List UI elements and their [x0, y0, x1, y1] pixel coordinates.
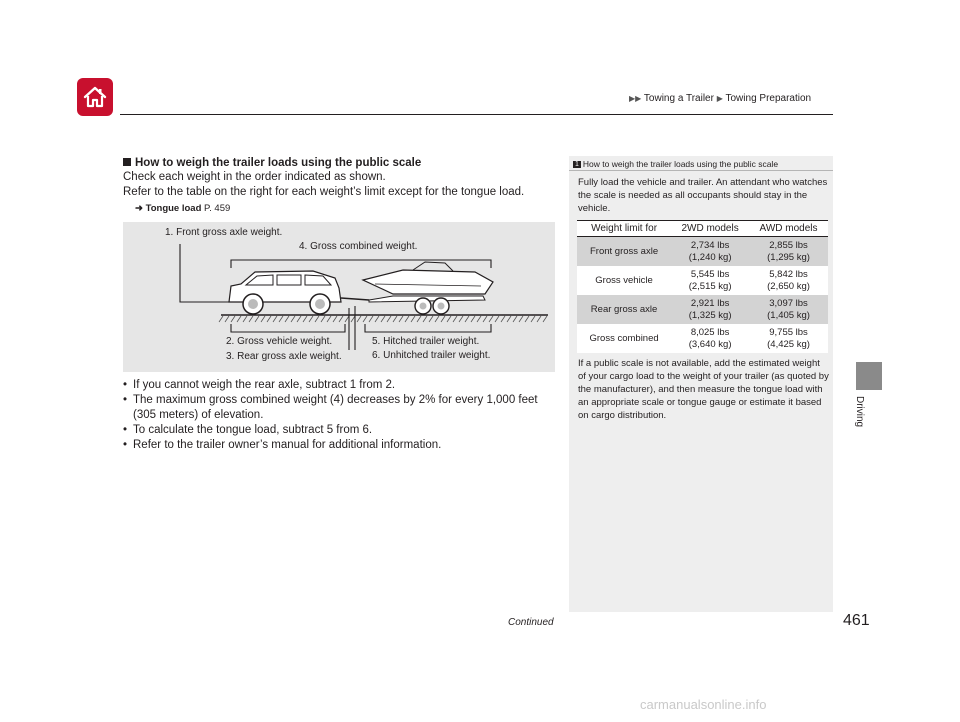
column-header: 2WD models [671, 221, 749, 237]
sidebar-divider [569, 170, 833, 171]
square-bullet-icon [123, 158, 131, 166]
section-tab[interactable] [856, 362, 882, 390]
arrow-icon: ▶ [716, 94, 723, 103]
row-label: Gross combined [577, 324, 671, 353]
instruction-text: Check each weight in the order indicated as shown. [123, 171, 386, 183]
table-cell: 5,842 lbs (2,650 kg) [749, 266, 828, 295]
instruction-text: Refer to the table on the right for each weight’s limit except for the tongue load. [123, 186, 525, 198]
list-item: • The maximum gross combined weight (4) decreases by 2% for every 1,000 feet (305 meters) of elevation. [123, 393, 555, 423]
breadcrumb-item[interactable]: Towing a Trailer [643, 93, 714, 104]
column-header: Weight limit for [577, 221, 671, 237]
header-divider [120, 114, 833, 115]
table-row [577, 324, 828, 353]
table-row [577, 237, 828, 267]
table-cell: 9,755 lbs (4,425 kg) [749, 324, 828, 353]
table-cell: 2,855 lbs (1,295 kg) [749, 237, 828, 267]
row-label: Gross vehicle [577, 266, 671, 295]
home-button[interactable] [77, 78, 113, 116]
continued-label: Continued [508, 617, 554, 628]
label-gross-vehicle: 2. Gross vehicle weight. [226, 336, 333, 347]
list-item: • If you cannot weigh the rear axle, subtract 1 from 2. [123, 378, 555, 393]
weight-limit-table [577, 220, 828, 353]
label-unhitched-trailer: 6. Unhitched trailer weight. [372, 350, 491, 361]
sidebar-text: Fully load the vehicle and trailer. An attendant who watches the scale is needed as all occupants should stay in the vehicle. [578, 177, 828, 214]
main-content [123, 156, 558, 214]
sidebar-title: 1 How to weigh the trailer loads using the public scale [575, 159, 779, 169]
reference-arrow-icon: ➜ [135, 203, 143, 214]
double-arrow-icon: ▶▶ [629, 94, 642, 103]
column-header: AWD models [749, 221, 828, 237]
note-number: 1 [575, 160, 579, 168]
table-row [577, 295, 828, 324]
list-item: • Refer to the trailer owner’s manual for additional information. [123, 438, 555, 453]
table-cell: 8,025 lbs (3,640 kg) [671, 324, 749, 353]
watermark: carmanualsonline.info [640, 697, 767, 712]
table-cell: 2,921 lbs (1,325 kg) [671, 295, 749, 324]
breadcrumb-item[interactable]: Towing Preparation [725, 93, 812, 104]
list-item: • To calculate the tongue load, subtract 5 from 6. [123, 423, 555, 438]
table-cell: 2,734 lbs (1,240 kg) [671, 237, 749, 267]
sidebar-text: If a public scale is not available, add the estimated weight of your cargo load to the weight of your trailer (as quoted by the manufacturer), and then measure the tongue load with an appropriate scale or tongue gauge or estimate it based on cargo distribution. [578, 358, 829, 421]
label-rear-gross-axle: 3. Rear gross axle weight. [226, 351, 342, 362]
notes-list [123, 378, 555, 453]
breadcrumb [629, 93, 811, 104]
table-cell: 3,097 lbs (1,405 kg) [749, 295, 828, 324]
row-label: Front gross axle [577, 237, 671, 267]
label-gross-combined: 4. Gross combined weight. [299, 241, 418, 252]
section-tab-label: Driving [854, 396, 865, 428]
page-number: 461 [843, 612, 870, 629]
table-row [577, 266, 828, 295]
page-reference[interactable]: ➜ Tongue load P. 459 [135, 203, 231, 214]
label-front-gross-axle: 1. Front gross axle weight. [165, 227, 283, 238]
row-label: Rear gross axle [577, 295, 671, 324]
home-icon [82, 85, 108, 109]
weighing-diagram [123, 222, 555, 372]
section-heading: How to weigh the trailer loads using the public scale [123, 156, 558, 170]
table-cell: 5,545 lbs (2,515 kg) [671, 266, 749, 295]
sidebar-note [569, 156, 833, 612]
label-hitched-trailer: 5. Hitched trailer weight. [372, 336, 480, 347]
